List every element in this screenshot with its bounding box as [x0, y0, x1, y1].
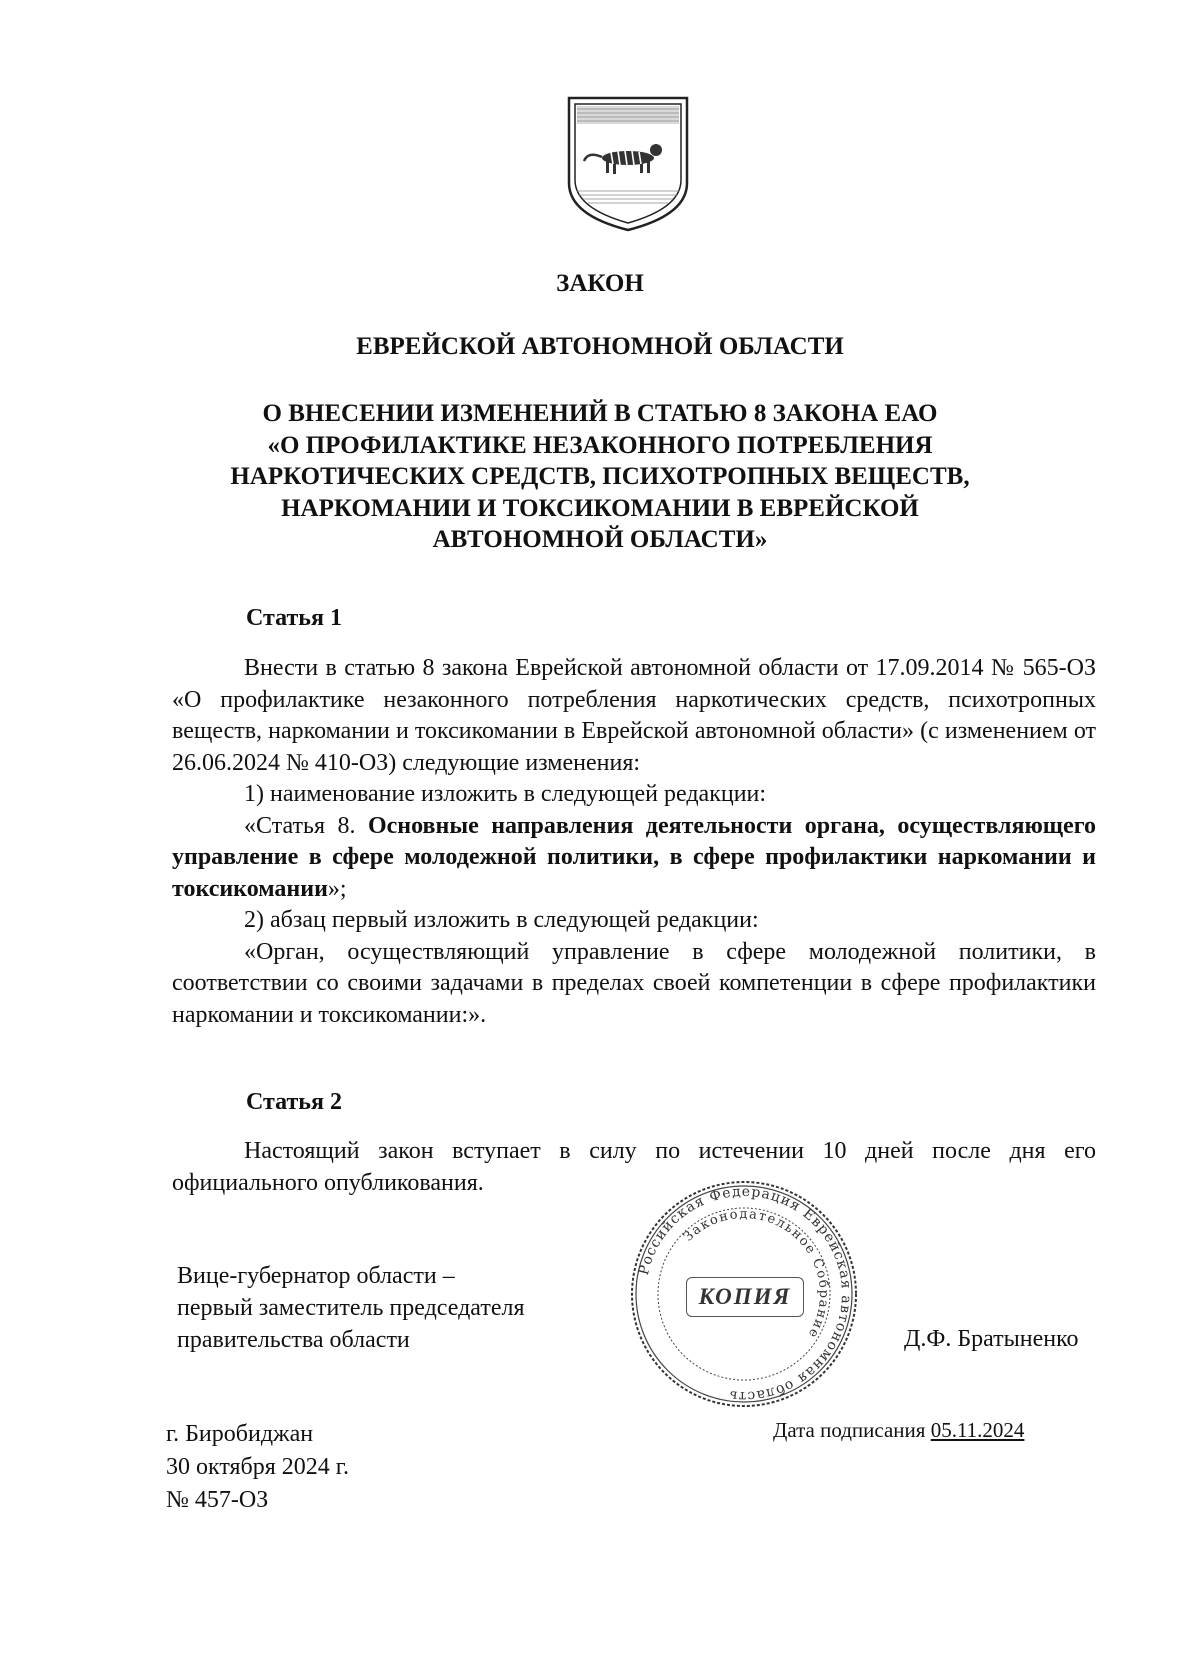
signing-date-value: 05.11.2024 — [930, 1418, 1025, 1442]
city: г. Биробиджан — [166, 1421, 314, 1447]
place-date-number — [166, 1418, 349, 1517]
article-2-text: Настоящий закон вступает в силу по истечении 10 дней после дня его официального опубликования. — [172, 1138, 1096, 1196]
signatory-position — [177, 1260, 524, 1356]
article-1-intro: Внести в статью 8 закона Еврейской автономной области от 17.09.2014 № 565-ОЗ «О профилактике незаконного потребления наркотических средств, психотропных веществ, наркомании и токсикомании в Еврейской автономной области» (с изменением от 26.06.2024 № 410-ОЗ) следующие изменения: — [172, 655, 1096, 776]
article-1-item-1: 1) наименование изложить в следующей редакции: — [244, 781, 767, 807]
signing-date-label: Дата подписания — [773, 1418, 926, 1442]
subject-line: НАРКОТИЧЕСКИХ СРЕДСТВ, ПСИХОТРОПНЫХ ВЕЩЕСТВ, — [230, 463, 970, 490]
position-line: Вице-губернатор области – — [177, 1263, 455, 1289]
stamp-copy-label: КОПИЯ — [686, 1277, 804, 1317]
document-type-title: ЗАКОН — [556, 270, 644, 297]
svg-text:Законодательное Собрание — [681, 1207, 831, 1341]
law-subject-title — [0, 398, 1200, 556]
article-1-heading: Статья 1 — [246, 605, 342, 631]
adoption-date: 30 октября 2024 г. — [166, 1454, 349, 1480]
quote-1-prefix: «Статья 8. — [244, 812, 368, 839]
subject-line: «О ПРОФИЛАКТИКЕ НЕЗАКОННОГО ПОТРЕБЛЕНИЯ — [267, 431, 933, 459]
subject-line: НАРКОМАНИИ И ТОКСИКОМАНИИ В ЕВРЕЙСКОЙ — [281, 494, 919, 522]
signatory-name: Д.Ф. Братыненко — [904, 1326, 1079, 1352]
signing-date-block — [773, 1418, 1024, 1443]
position-line: первый заместитель председателя — [177, 1295, 525, 1321]
subject-line: О ВНЕСЕНИИ ИЗМЕНЕНИЙ В СТАТЬЮ 8 ЗАКОНА ЕАО — [262, 400, 938, 427]
stamp-outer-text: Российская Федерация Еврейская автономная область — [635, 1183, 855, 1405]
article-1-item-2: 2) абзац первый изложить в следующей редакции: — [244, 907, 759, 933]
article-1-quote-1 — [172, 811, 1096, 906]
stamp-inner-text: Законодательное Собрание — [680, 1206, 832, 1342]
quote-1-bold: Основные направления деятельности органа, осуществляющего управление в сфере молодежной политики, в сфере профилактики наркомании и токсикомании — [172, 812, 1096, 902]
article-1-quote-2: «Орган, осуществляющий управление в сфере молодежной политики, в соответствии со своими задачами в пределах своей компетенции в сфере профилактики наркомании и токсикомании:». — [172, 938, 1096, 1028]
article-1-body — [172, 653, 1096, 1031]
region-title: ЕВРЕЙСКОЙ АВТОНОМНОЙ ОБЛАСТИ — [356, 333, 844, 360]
law-number: № 457-ОЗ — [166, 1487, 269, 1513]
article-2-heading: Статья 2 — [246, 1089, 342, 1115]
quote-1-suffix: »; — [327, 875, 347, 902]
position-line: правительства области — [177, 1327, 410, 1353]
coat-of-arms-tiger-icon — [566, 95, 690, 233]
subject-line: АВТОНОМНОЙ ОБЛАСТИ» — [432, 526, 768, 553]
